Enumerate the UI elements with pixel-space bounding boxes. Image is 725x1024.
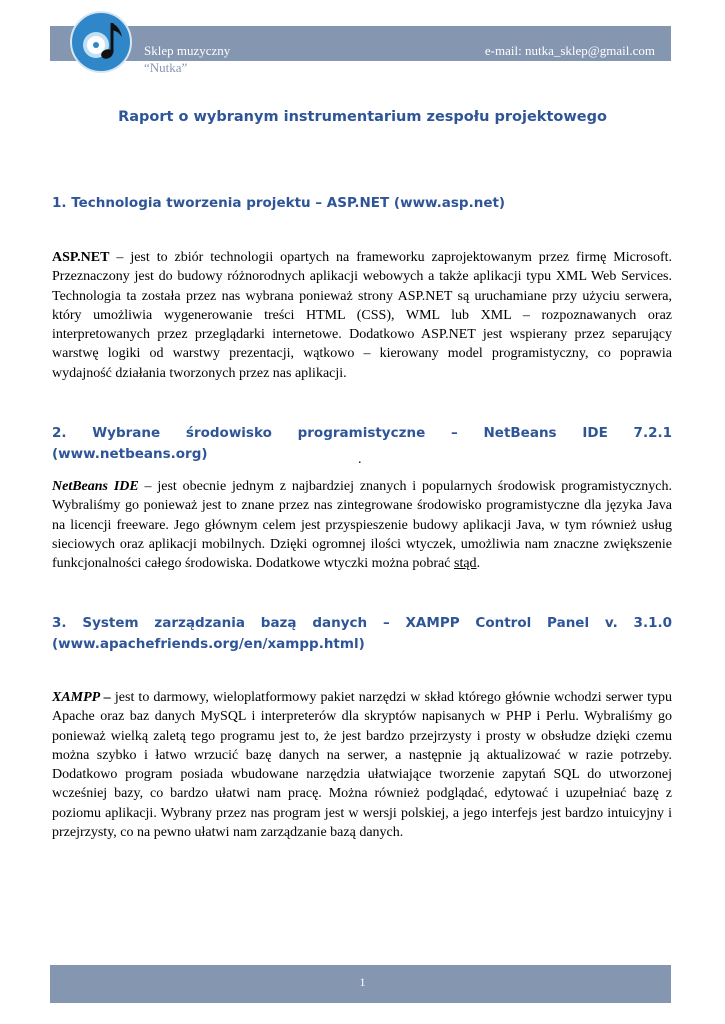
section-3-heading: 3. System zarządzania bazą danych – XAMPP Control Panel v. 3.1.0 (www.apachefriends.org/en/xampp.html): [52, 615, 672, 652]
shop-email: e-mail: nutka_sklep@gmail.com: [484, 43, 655, 58]
section-2-lead: NetBeans IDE: [52, 479, 139, 494]
section-3-paragraph: [52, 688, 672, 842]
section-1-lead: ASP.NET: [52, 250, 110, 265]
report-title: Raport o wybranym instrumentarium zespołu projektowego: [118, 109, 607, 125]
section-3-lead: XAMPP –: [52, 690, 111, 705]
shop-name: Sklep muzyczny: [144, 43, 231, 58]
section-1-heading: 1. Technologia tworzenia projektu – ASP.NET (www.asp.net): [52, 195, 506, 211]
section-2-tail: .: [476, 556, 481, 572]
section-1-text: – jest to zbiór technologii opartych na frameworku zaprojektowanym przez firmę Microsoft. Przeznaczony jest do budowy różnorodnych aplikacji webowych a także aplikacji typu XML Web Services. Technologia ta została przez nas wybrana ponieważ strony ASP.NET są uruchamiane przy użyciu serwera, który umożliwia wygenerowanie treści HTML (CSS), WML lub XML – rozpoznawanych oraz interpretowanych przez przeglądarki internetowe. Dodatkowo ASP.NET jest wspierany przez separujący warstwę logiki od warstwy prezentacji, wątkowo – kierowany model programistyczny, co poprawia wydajność działania tworzonych przez nas aplikacji.: [52, 250, 672, 381]
section-3-text: jest to darmowy, wieloplatformowy pakiet narzędzi w skład którego głównie wchodzi serwer typu Apache oraz baz danych MySQL i interpreterów dla skryptów napisanych w PHP i Perlu. Wybraliśmy go ponieważ wielką zaletą tego programu jest to, że jest bardzo przejrzysty i prosty w obsłudze dzięki czemu można szybko i łatwo wrzucić bazę danych na serwer, a następnie ją aktualizować w razie potrzeby. Dodatkowo program posiada wbudowane narzędzia ułatwiające tworzenie zapytań SQL do utworzonej wcześniej bazy, co bardzo ułatwi nam pracę. Można również podglądać, edytować i uzupełniać bazę z poziomu aplikacji. Wybrany przez nas program jest w wersji polskiej, a jego interfejs jest bardzo intuicyjny i przejrzysty, co na pewno ułatwi nam zarządzanie bazą danych.: [52, 690, 672, 841]
section-1-paragraph: [52, 248, 672, 383]
download-plugins-link[interactable]: stąd: [454, 556, 477, 572]
separator-dot: .: [358, 452, 362, 467]
page-number: 1: [359, 975, 366, 989]
section-2-paragraph: [52, 477, 672, 573]
section-2-text: – jest obecnie jednym z najbardziej znanych i popularnych środowisk programistycznych. Wybraliśmy go ponieważ jest to znane przez nas zintegrowane środowisko programistyczne dla języka Java na licencji freeware. Jego głównym celem jest przyspieszenie budowy aplikacji Java, w tym również usług sieciowych oraz aplikacji mobilnych. Dzięki ogromnej ilości wtyczek, umożliwia nam znaczne zwiększenie funkcjonalności całego środowiska. Dodatkowe wtyczki można pobrać: [52, 479, 672, 572]
shop-subname: “Nutka”: [144, 60, 188, 75]
music-note-icon: [70, 11, 132, 73]
section-2-heading: 2. Wybrane środowisko programistyczne – NetBeans IDE 7.2.1 (www.netbeans.org): [52, 425, 672, 462]
